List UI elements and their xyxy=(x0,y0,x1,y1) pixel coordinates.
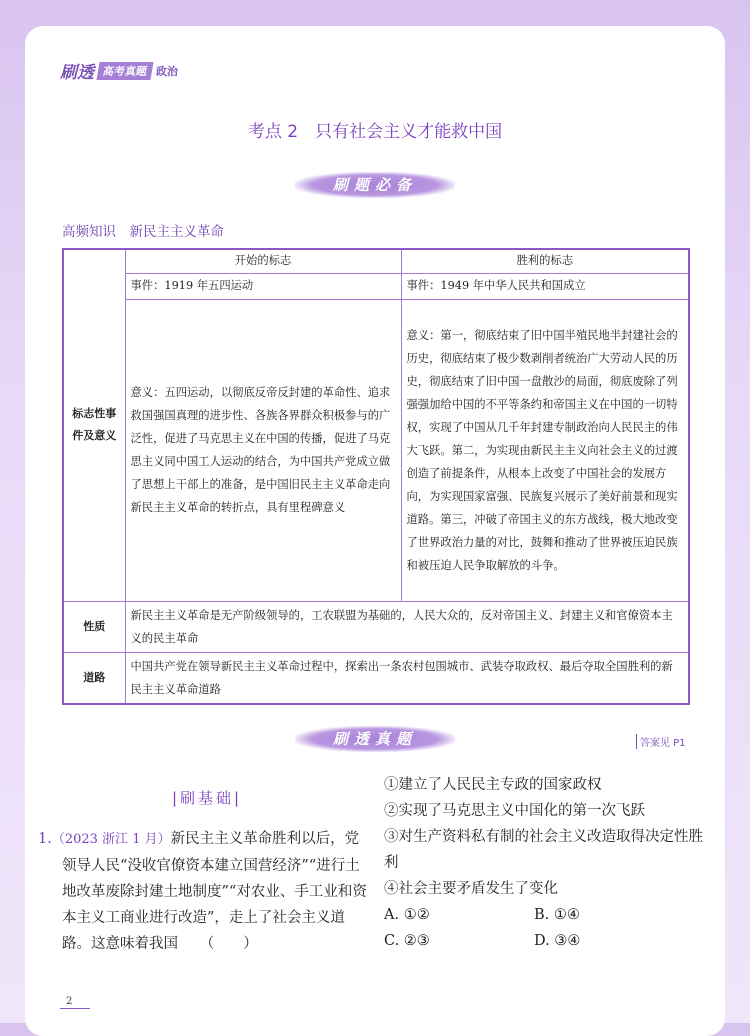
choice-b[interactable]: B. ①④ xyxy=(534,907,580,923)
banner-must-prepare: 刷题必备 xyxy=(295,172,455,198)
nature-text: 新民主主义革命是无产阶级领导的，工农联盟为基础的，人民大众的，反对帝国主义、封建主义和官僚资本主义的民主革命 xyxy=(125,601,689,652)
col-header-victory: 胜利的标志 xyxy=(401,249,689,273)
statement-3: ③对生产资料私有制的社会主义改造取得决定性胜利 xyxy=(384,829,703,871)
banner-real-questions: 刷透真题 xyxy=(295,726,455,752)
significance-start: 意义：五四运动，以彻底反帝反封建的革命性、追求救国强国真理的进步性、各族各界群众积极参与的广泛性，促进了马克思主义在中国的传播，促进了马克思主义同中国工人运动的结合，为中国共产党成立做了思想上干部上的准备，是中国旧民主主义革命走向新民主主义革命的转折点，具有里程碑意义 xyxy=(125,299,401,601)
page-number-rule xyxy=(60,1008,90,1009)
question-number: 1. xyxy=(38,831,52,847)
subject-label: 政治 xyxy=(156,64,178,78)
col-header-start: 开始的标志 xyxy=(125,249,401,273)
question-source: （2023 浙江 1 月） xyxy=(51,832,171,847)
page-title: 考点 2 只有社会主义才能救中国 xyxy=(247,122,503,142)
brand-logo: 刷透 xyxy=(60,63,94,83)
choice-a[interactable]: A. ①② xyxy=(384,907,430,923)
header xyxy=(60,58,178,83)
question-1 xyxy=(38,826,368,957)
significance-victory: 意义：第一，彻底结束了旧中国半殖民地半封建社会的历史，彻底结束了极少数剥削者统治广大劳动人民的历史，彻底结束了旧中国一盘散沙的局面，彻底废除了列强强加给中国的不平等条约和帝国主义在中国的一切特权，实现了中国从几千年封建专制政治向人民民主的伟大飞跃。第二，为实现由新民主主义向社会主义的过渡创造了前提条件，从根本上改变了中国社会的发展方向，为实现国家富强、民族复兴展示了美好前景和现实道路。第三，冲破了帝国主义的东方战线，极大地改变了世界政治力量的对比，鼓舞和推动了世界被压迫民族和被压迫人民争取解放的斗争。 xyxy=(401,299,689,601)
road-text: 中国共产党在领导新民主主义革命过程中，探索出一条农村包围城市、武装夺取政权、最后夺取全国胜利的新民主主义革命道路 xyxy=(125,652,689,704)
knowledge-table xyxy=(62,248,690,705)
statement-4: ④社会主要矛盾发生了变化 xyxy=(384,881,558,897)
question-options xyxy=(384,772,714,954)
statement-1: ①建立了人民民主专政的国家政权 xyxy=(384,777,602,793)
statement-2: ②实现了马克思主义中国化的第一次飞跃 xyxy=(384,803,645,819)
series-badge: 高考真题 xyxy=(96,62,153,80)
row-header-significance: 标志性事件及意义 xyxy=(63,249,125,601)
choice-c[interactable]: C. ②③ xyxy=(384,933,430,949)
page-number: 2 xyxy=(66,996,73,1007)
row-header-nature: 性质 xyxy=(63,601,125,652)
event-start: 事件：1919 年五四运动 xyxy=(125,273,401,299)
choice-d[interactable]: D. ③④ xyxy=(534,933,581,949)
row-header-road: 道路 xyxy=(63,652,125,704)
question-stem: 新民主主义革命胜利以后，党领导人民“没收官僚资本建立国营经济”“进行土地改革废除封建土地制度”“对农业、手工业和资本主义工商业进行改造”，走上了社会主义道路。这意味着我国 （ ） xyxy=(62,831,367,952)
event-victory: 事件：1949 年中华人民共和国成立 xyxy=(401,273,689,299)
subsection-basic: |刷基础| xyxy=(172,789,243,807)
section-heading: 高频知识 新民主主义革命 xyxy=(62,224,224,240)
answer-reference[interactable]: 答案见 P1 xyxy=(636,734,686,749)
